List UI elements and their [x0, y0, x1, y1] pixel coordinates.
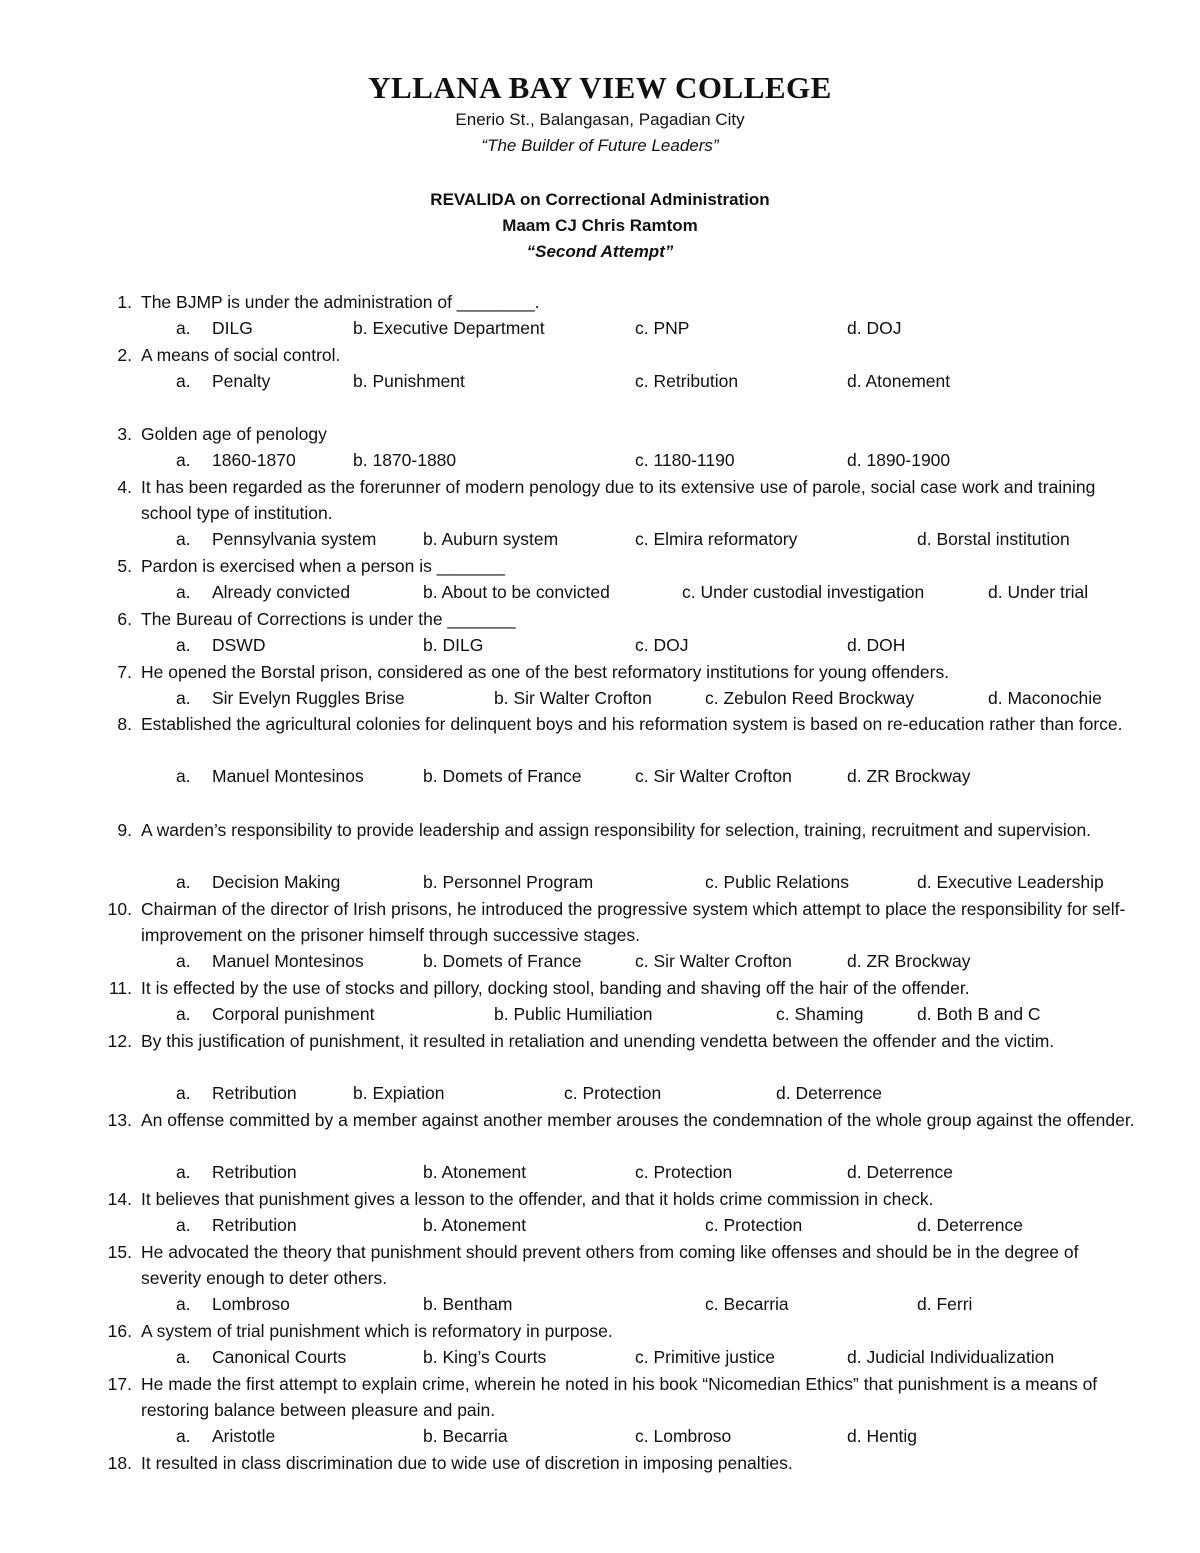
option-letter: a. [176, 1162, 191, 1182]
option-b: b. Punishment [353, 371, 465, 391]
options-16 [0, 1344, 1200, 1370]
question-text: He made the first attempt to explain crime, wherein he noted in his book “Nicomedian Ethics” that punishment is a means of restoring balance between pleasure and pain. [141, 1374, 1098, 1420]
college-motto: “The Builder of Future Leaders” [481, 136, 719, 155]
question-9 [100, 817, 1140, 843]
option-c: c. DOJ [635, 635, 689, 655]
option-letter: a. [176, 1426, 191, 1446]
question-1 [100, 289, 1140, 315]
question-4 [100, 474, 1140, 526]
option-a: DILG [212, 318, 253, 338]
option-letter: a. [176, 872, 191, 892]
options-8 [0, 763, 1200, 789]
option-c: c. Public Relations [705, 872, 849, 892]
question-17 [100, 1371, 1140, 1423]
options-4 [0, 526, 1200, 552]
option-letter: a. [176, 1215, 191, 1235]
option-letter: a. [176, 1004, 191, 1024]
option-c: c. Primitive justice [635, 1347, 776, 1367]
option-b: b. Domets of France [423, 766, 582, 786]
option-c: c. Sir Walter Crofton [635, 766, 792, 786]
option-letter: a. [176, 635, 191, 655]
question-15 [100, 1239, 1140, 1291]
question-14 [100, 1186, 1140, 1212]
options-12 [0, 1080, 1200, 1106]
question-number: 13. [107, 1110, 132, 1130]
option-d: d. Ferri [917, 1294, 973, 1314]
question-number: 15. [107, 1242, 132, 1262]
option-a: Manuel Montesinos [212, 766, 364, 786]
instructor-name: Maam CJ Chris Ramtom [502, 216, 698, 235]
question-11 [100, 975, 1140, 1001]
question-number: 18. [107, 1453, 132, 1473]
option-a: Lombroso [212, 1294, 290, 1314]
option-d: d. Maconochie [988, 688, 1102, 708]
option-b: b. DILG [423, 635, 484, 655]
option-b: b. 1870-1880 [353, 450, 457, 470]
options-3 [0, 447, 1200, 473]
option-b: b. King’s Courts [423, 1347, 547, 1367]
option-b: b. Public Humiliation [494, 1004, 653, 1024]
question-number: 11. [108, 978, 132, 998]
college-name: YLLANA BAY VIEW COLLEGE [368, 70, 832, 105]
option-c: c. Protection [564, 1083, 662, 1103]
question-text: An offense committed by a member against another member arouses the condemnation of the whole group against the offender. [141, 1110, 1135, 1130]
option-b: b. About to be convicted [423, 582, 610, 602]
question-number: 6. [117, 609, 132, 629]
question-7 [100, 659, 1140, 685]
option-a: Already convicted [212, 582, 351, 602]
option-c: c. Elmira reformatory [635, 529, 798, 549]
options-2 [0, 368, 1200, 394]
question-6 [100, 606, 1140, 632]
option-b: b. Atonement [423, 1215, 527, 1235]
option-d: d. Atonement [847, 371, 951, 391]
option-c: c. Sir Walter Crofton [635, 951, 792, 971]
question-text: It resulted in class discrimination due to wide use of discretion in imposing penalties. [141, 1453, 793, 1473]
option-d: d. DOH [847, 635, 906, 655]
question-text: It has been regarded as the forerunner of modern penology due to its extensive use of parole, social case work and training school type of institution. [141, 477, 1096, 523]
option-d: d. 1890-1900 [847, 450, 951, 470]
options-13 [0, 1159, 1200, 1185]
option-c: c. 1180-1190 [635, 450, 735, 470]
option-c: c. Retribution [635, 371, 739, 391]
question-text: Chairman of the director of Irish prisons, he introduced the progressive system which attempt to place the responsibility for self-improvement on the prisoner himself through successive stages. [141, 899, 1126, 945]
question-number: 1. [117, 292, 132, 312]
question-text: Established the agricultural colonies for delinquent boys and his reformation system is based on re-education rather than force. [141, 714, 1123, 734]
option-a: Retribution [212, 1083, 297, 1103]
option-a: Aristotle [212, 1426, 276, 1446]
attempt-label: “Second Attempt” [526, 242, 674, 261]
question-number: 5. [117, 556, 132, 576]
option-letter: a. [176, 529, 191, 549]
option-a: Retribution [212, 1162, 297, 1182]
option-b: b. Personnel Program [423, 872, 594, 892]
question-5 [100, 553, 1140, 579]
question-8 [100, 711, 1140, 737]
question-text: Golden age of penology [141, 424, 327, 444]
exam-title: REVALIDA on Correctional Administration [430, 190, 770, 209]
question-number: 7. [117, 662, 132, 682]
option-d: d. Deterrence [847, 1162, 954, 1182]
option-a: Retribution [212, 1215, 297, 1235]
option-b: b. Auburn system [423, 529, 559, 549]
question-text: A system of trial punishment which is reformatory in purpose. [141, 1321, 613, 1341]
options-6 [0, 632, 1200, 658]
question-number: 10. [107, 899, 132, 919]
option-c: c. Under custodial investigation [682, 582, 925, 602]
option-letter: a. [176, 1083, 191, 1103]
option-c: c. Becarria [705, 1294, 789, 1314]
college-address: Enerio St., Balangasan, Pagadian City [455, 110, 745, 129]
option-letter: a. [176, 582, 191, 602]
option-d: d. DOJ [847, 318, 902, 338]
option-d: d. Deterrence [917, 1215, 1024, 1235]
question-text: It believes that punishment gives a lesson to the offender, and that it holds crime commission in check. [141, 1189, 934, 1209]
option-a: Corporal punishment [212, 1004, 375, 1024]
option-d: d. Judicial Individualization [847, 1347, 1055, 1367]
option-d: d. ZR Brockway [847, 951, 971, 971]
option-letter: a. [176, 951, 191, 971]
option-d: d. Executive Leadership [917, 872, 1104, 892]
option-c: c. PNP [635, 318, 690, 338]
question-16 [100, 1318, 1140, 1344]
question-number: 3. [117, 424, 132, 444]
option-letter: a. [176, 371, 191, 391]
question-text: It is effected by the use of stocks and pillory, docking stool, banding and shaving off the hair of the offender. [141, 978, 970, 998]
question-text: By this justification of punishment, it resulted in retaliation and unending vendetta between the offender and the victim. [141, 1031, 1055, 1051]
question-text: The BJMP is under the administration of ________. [141, 292, 540, 312]
question-number: 17. [107, 1374, 132, 1394]
option-letter: a. [176, 1347, 191, 1367]
option-d: d. Borstal institution [917, 529, 1070, 549]
options-5 [0, 579, 1200, 605]
question-number: 16. [107, 1321, 132, 1341]
option-b: b. Executive Department [353, 318, 545, 338]
option-c: c. Shaming [776, 1004, 864, 1024]
option-d: d. Hentig [847, 1426, 918, 1446]
options-15 [0, 1291, 1200, 1317]
option-b: b. Sir Walter Crofton [494, 688, 652, 708]
option-letter: a. [176, 1294, 191, 1314]
question-13 [100, 1107, 1140, 1133]
options-17 [0, 1423, 1200, 1449]
option-a: Decision Making [212, 872, 341, 892]
question-text: The Bureau of Corrections is under the _______ [141, 609, 516, 629]
question-text: He advocated the theory that punishment should prevent others from coming like offenses and should be in the degree of severity enough to deter others. [141, 1242, 1079, 1288]
question-10 [100, 896, 1140, 948]
question-number: 9. [117, 820, 132, 840]
option-a: Sir Evelyn Ruggles Brise [212, 688, 405, 708]
question-text: He opened the Borstal prison, considered as one of the best reformatory institutions for young offenders. [141, 662, 950, 682]
options-9 [0, 869, 1200, 895]
option-letter: a. [176, 688, 191, 708]
option-a: 1860-1870 [212, 450, 296, 470]
option-d: d. Deterrence [776, 1083, 883, 1103]
option-b: b. Expiation [353, 1083, 445, 1103]
option-b: b. Domets of France [423, 951, 582, 971]
option-b: b. Bentham [423, 1294, 513, 1314]
options-14 [0, 1212, 1200, 1238]
option-b: b. Becarria [423, 1426, 508, 1446]
option-d: d. Under trial [988, 582, 1089, 602]
options-10 [0, 948, 1200, 974]
option-d: d. Both B and C [917, 1004, 1041, 1024]
option-c: c. Lombroso [635, 1426, 732, 1446]
question-12 [100, 1028, 1140, 1054]
question-number: 12. [107, 1031, 132, 1051]
question-18 [100, 1450, 1140, 1476]
question-number: 14. [107, 1189, 132, 1209]
option-a: Penalty [212, 371, 271, 391]
option-c: c. Protection [635, 1162, 733, 1182]
question-number: 8. [117, 714, 132, 734]
option-a: DSWD [212, 635, 266, 655]
question-text: A warden’s responsibility to provide leadership and assign responsibility for selection, training, recruitment and supervision. [141, 820, 1092, 840]
option-c: c. Zebulon Reed Brockway [705, 688, 915, 708]
question-text: Pardon is exercised when a person is _______ [141, 556, 505, 576]
question-text: A means of social control. [141, 345, 341, 365]
option-a: Pennsylvania system [212, 529, 377, 549]
question-number: 2. [117, 345, 132, 365]
option-letter: a. [176, 318, 191, 338]
option-c: c. Protection [705, 1215, 803, 1235]
options-1 [0, 315, 1200, 341]
options-11 [0, 1001, 1200, 1027]
options-7 [0, 685, 1200, 711]
option-letter: a. [176, 450, 191, 470]
question-3 [100, 421, 1140, 447]
question-number: 4. [117, 477, 132, 497]
option-b: b. Atonement [423, 1162, 527, 1182]
option-a: Manuel Montesinos [212, 951, 364, 971]
option-letter: a. [176, 766, 191, 786]
option-a: Canonical Courts [212, 1347, 347, 1367]
question-2 [100, 342, 1140, 368]
option-d: d. ZR Brockway [847, 766, 971, 786]
